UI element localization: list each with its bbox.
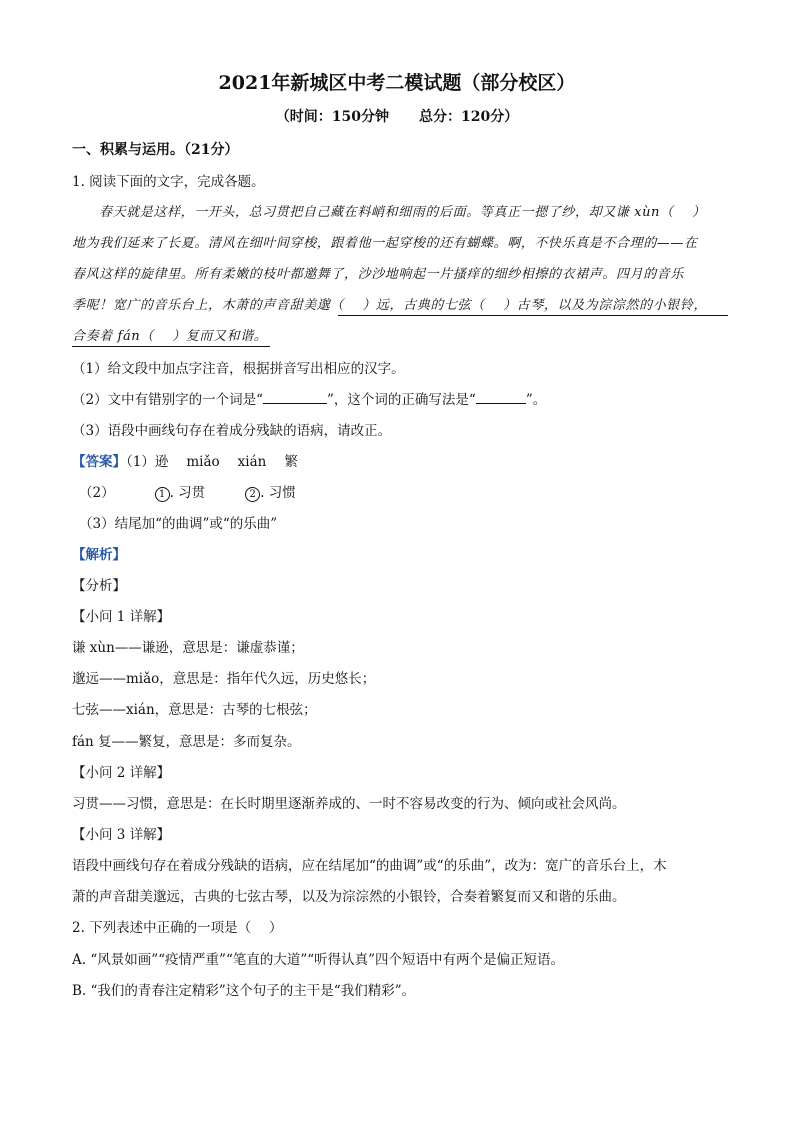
underline-mark [338, 315, 728, 316]
detail-line: fán 复——繁复，意思是：多而复杂。 [72, 734, 301, 750]
answer-item: miǎo [186, 454, 220, 470]
answer-line-3: （3）结尾加“的曲调”或“的乐曲” [79, 516, 278, 532]
detail-line: 萧的声音甜美邈远，古典的七弦古琴，以及为淙淙然的小银铃，合奏着繁复而又和谐的乐曲。 [72, 889, 626, 905]
detail-line: 七弦——xián，意思是：古琴的七根弦； [72, 702, 317, 718]
sub-question-3: （3）语段中画线句存在着成分残缺的语病，请改正。 [72, 423, 392, 439]
answer-item: 繁 [284, 454, 298, 470]
exam-info [0, 108, 794, 126]
answer-blank [263, 391, 327, 404]
passage-line: 春天就是这样，一开头，总习贯把自己藏在料峭和细雨的后面。等真正一摁了纱，却又谦 xùn（ ） [99, 205, 706, 220]
question-2-prompt: 2. 下列表述中正确的一项是（ ） [72, 920, 283, 936]
detail-2-label: 【小问 2 详解】 [72, 765, 171, 781]
sub-question-2: （2）文中有错别字的一个词是“ ”，这个词的正确写法是“ ”。 [72, 392, 547, 408]
detail-line: 习贯——习惯，意思是：在长时期里逐渐养成的、一时不容易改变的行为、倾向或社会风尚。 [72, 796, 626, 812]
question-1-prompt: 1. 阅读下面的文字，完成各题。 [72, 174, 265, 190]
sub-question-1: （1）给文段中加点字注音，根据拼音写出相应的汉字。 [72, 361, 405, 377]
passage-line: 地为我们延来了长夏。清风在细叶间穿梭，跟着他一起穿梭的还有蝴蝶。啊，不快乐真是不合理的——在 [72, 236, 698, 251]
exam-time: （时间：150分钟 [275, 109, 389, 125]
exam-total-score: 总分：120分） [419, 109, 519, 125]
detail-3-label: 【小问 3 详解】 [72, 827, 171, 843]
circled-number-1: 1 [155, 487, 170, 502]
answer-blank [476, 391, 526, 404]
detail-line: 邈远——miǎo，意思是：指年代久远，历史悠长； [72, 671, 376, 687]
passage-line: 春风这样的旋律里。所有柔嫩的枝叶都邀舞了，沙沙地响起一片搔痒的细纱相擦的衣裙声。四月的音乐 [72, 267, 685, 282]
answer-item: xián [237, 454, 267, 470]
underline-mark [72, 346, 270, 347]
circled-number-2: 2 [245, 487, 260, 502]
detail-1-label: 【小问 1 详解】 [72, 609, 171, 625]
answer-line-1: 【答案】（1）逊 miǎo xián 繁 [72, 454, 298, 470]
detail-line: 谦 xùn——谦逊，意思是：谦虚恭谨； [72, 640, 304, 656]
passage-line: 季呢！宽广的音乐台上，木萧的声音甜美邈（ ）远，古典的七弦（ ）古琴，以及为淙淙然的小银铃， [72, 298, 708, 313]
answer-line-2: （2） 1 . 习贯 2 . 习惯 [79, 485, 296, 501]
analysis-label: 【解析】 [72, 547, 126, 563]
fenxi-label: 【分析】 [72, 578, 126, 594]
detail-line: 语段中画线句存在着成分残缺的语病，应在结尾加“的曲调”或“的乐曲”，改为：宽广的音乐台上，木 [72, 858, 667, 874]
option-b: B. “我们的青春注定精彩”这个句子的主干是“我们精彩”。 [72, 983, 416, 999]
answer-label: 【答案】 [72, 454, 126, 470]
option-a: A. “风景如画”“疫情严重”“笔直的大道”“听得认真”四个短语中有两个是偏正短语。 [72, 952, 565, 968]
answer-item: 逊 [154, 454, 169, 470]
page-title: 2021年新城区中考二模试题（部分校区） [218, 72, 576, 94]
passage-line: 合奏着 fán（ ）复而又和谐。 [72, 329, 268, 344]
section-heading: 一、积累与运用。（21分） [72, 142, 239, 158]
